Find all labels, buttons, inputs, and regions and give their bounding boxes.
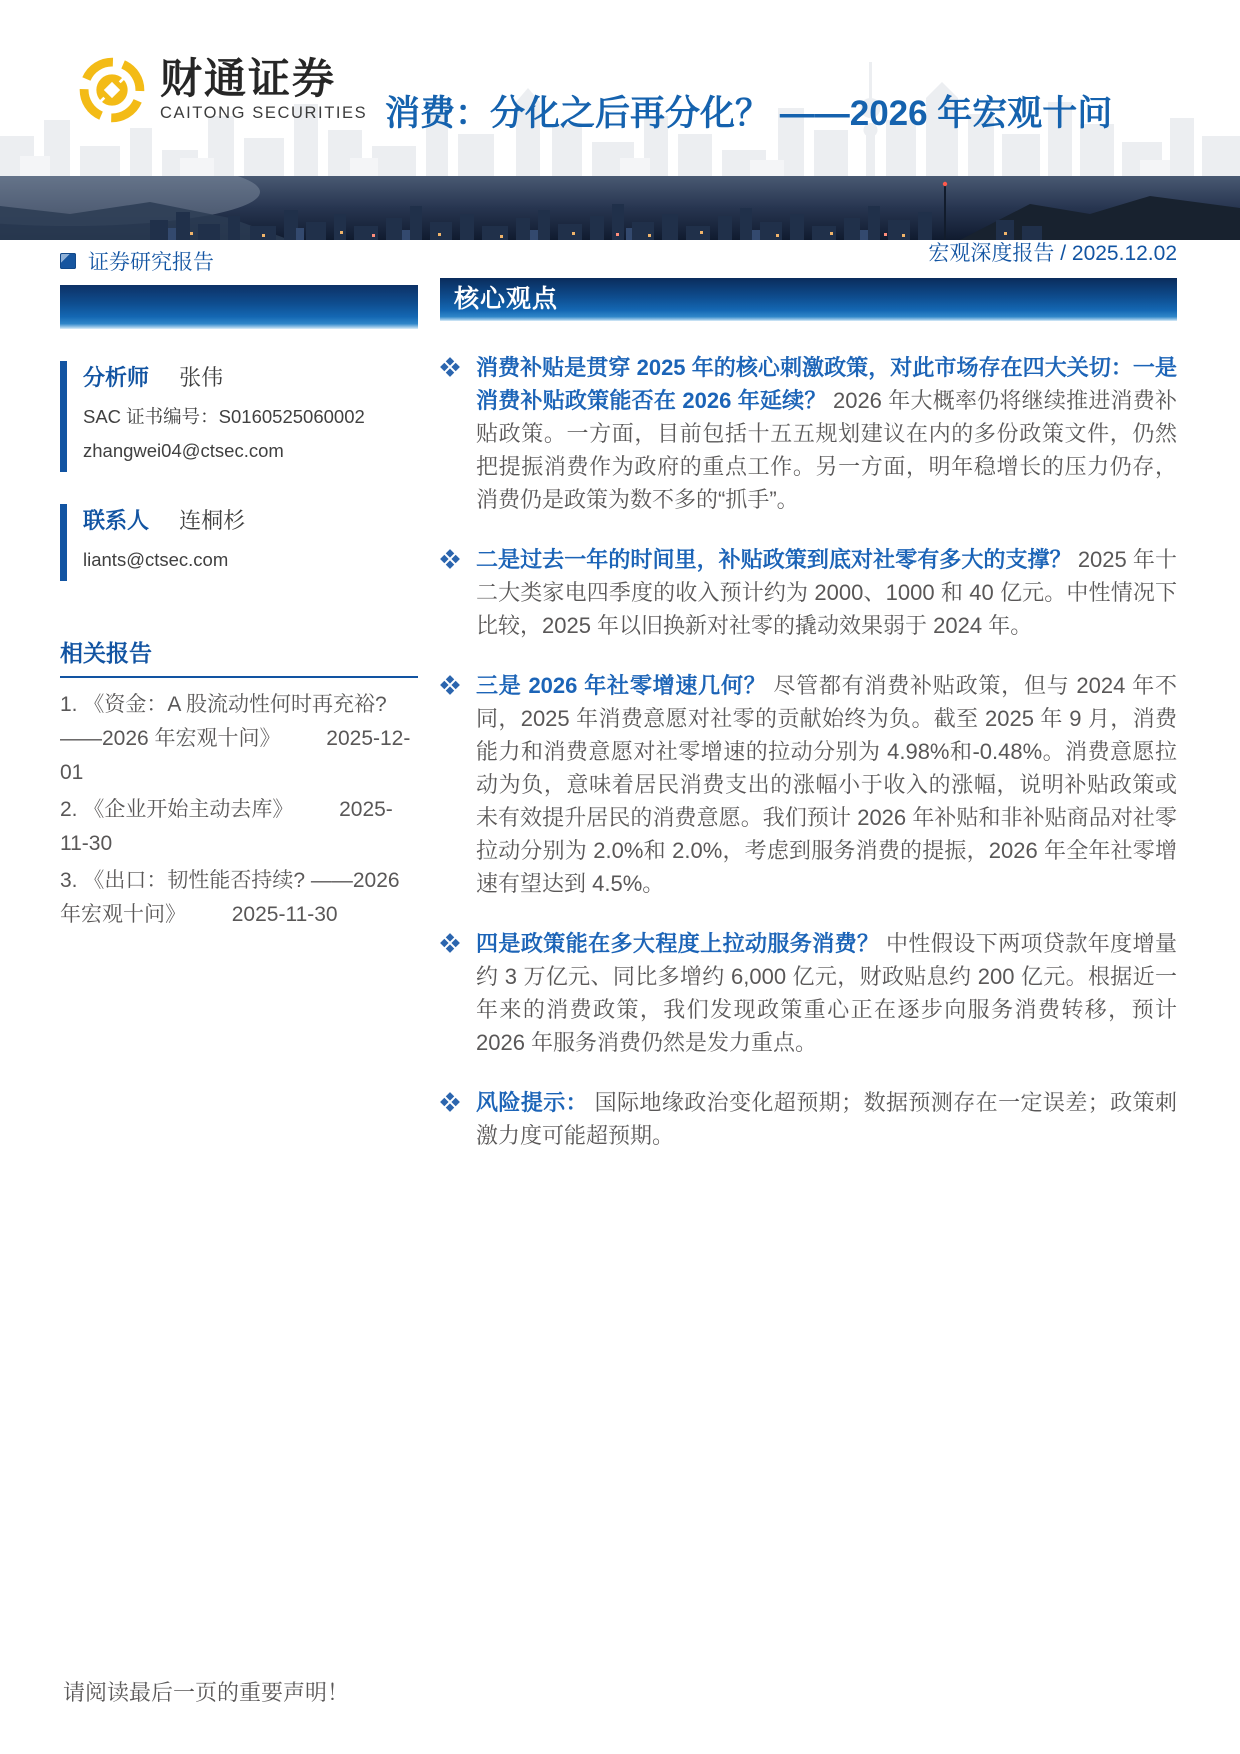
bullet-item <box>440 669 1177 900</box>
related-report-no: 2. <box>60 798 78 821</box>
bullet-item-risk <box>440 1086 1177 1152</box>
related-report-no: 1. <box>60 693 78 716</box>
analyst-name: 张伟 <box>179 365 224 390</box>
related-report-item <box>60 688 418 790</box>
bullet-body: 中性假设下两项贷款年度增量约 3 万亿元、同比多增约 6,000 亿元，财政贴息约 200 亿元。根据近一年来的消费政策，我们发现政策重心正在逐步向服务消费转移，预计 2026 年服务消费仍然是发力重点。 <box>476 931 1177 1055</box>
analyst-block <box>60 361 418 472</box>
diamond-bullet-icon <box>440 357 460 377</box>
caitong-emblem-icon <box>78 56 146 124</box>
report-date: 2025.12.02 <box>1071 242 1177 265</box>
related-report-title: 《出口：韧性能否持续? ——2026 年宏观十问》 <box>60 869 400 926</box>
bullet-lead: 消费补贴是贯穿 2025 年的核心刺激政策，对此市场存在四大关切：一是消费补贴政策能否在 2026 年延续？ <box>476 355 1177 413</box>
report-type-row <box>60 246 418 276</box>
bullet-item <box>440 351 1177 516</box>
footer-disclaimer: 请阅读最后一页的重要声明！ <box>63 1680 350 1705</box>
brand-logo-text <box>160 58 367 123</box>
related-report-title: 《资金：A 股流动性何时再充裕? ——2026 年宏观十问》 <box>60 693 387 750</box>
bullet-body: 尽管都有消费补贴政策，但与 2024 年不同，2025 年消费意愿对社零的贡献始终为负。截至 2025 年 9 月，消费能力和消费意愿对社零增速的拉动分别为 4.98%和-0.48%。消费意愿拉动为负，意味着居民消费支出的涨幅小于收入的涨幅，说明补贴政策或未有效提升居民的消费意愿。我们预计 2026 年补贴和非补贴商品对社零拉动分别为 2.0%和 2.0%，考虑到服务消费的提振，2026 年全年社零增速有望达到 4.5%。 <box>476 673 1177 896</box>
bullet-body: 国际地缘政治变化超预期；数据预测存在一定误差；政策刺激力度可能超预期。 <box>476 1090 1177 1148</box>
diamond-bullet-icon <box>440 549 460 569</box>
decorative-gradient-bar <box>60 285 418 329</box>
report-title: 消费：分化之后再分化？ ——2026 年宏观十问 <box>385 94 1113 133</box>
bullet-lead: 二是过去一年的时间里，补贴政策到底对社零有多大的支撑？ <box>476 547 1072 572</box>
related-report-date: 2025-12-01 <box>60 727 411 784</box>
report-type-label: 证券研究报告 <box>88 251 214 274</box>
related-reports-heading: 相关报告 <box>60 635 418 678</box>
report-meta-row <box>440 242 1177 266</box>
sidebar-column <box>60 246 418 935</box>
related-report-title: 《企业开始主动去库》 <box>83 798 294 821</box>
analyst-certificate: SAC 证书编号：S0160525060002 <box>83 406 365 427</box>
core-view-bullet-list <box>440 351 1177 1152</box>
analyst-role-label: 分析师 <box>83 365 150 390</box>
report-category: 宏观深度报告 <box>928 242 1055 265</box>
page-header <box>0 0 1240 176</box>
bullet-lead: 三是 2026 年社零增速几何？ <box>476 673 767 698</box>
bullet-lead: 四是政策能在多大程度上拉动服务消费？ <box>476 931 880 956</box>
cityscape-banner-image <box>0 176 1240 240</box>
meta-separator: / <box>1060 242 1067 265</box>
diamond-bullet-icon <box>440 675 460 695</box>
bullet-item <box>440 927 1177 1059</box>
bullet-body: 2026 年大概率仍将继续推进消费补贴政策。一方面，目前包括十五五规划建议在内的多份政策文件，仍然把提振消费作为政府的重点工作。另一方面，明年稳增长的压力仍存，消费仍是政策为数不多的“抓手”。 <box>476 388 1178 512</box>
contact-block <box>60 504 418 581</box>
core-view-header-bar <box>440 278 1177 321</box>
bullet-body: 2025 年十二大类家电四季度的收入预计约为 2000、1000 和 40 亿元。中性情况下比较，2025 年以旧换新对社零的撬动效果弱于 2024 年。 <box>476 547 1177 638</box>
related-report-date: 2025-11-30 <box>60 798 393 855</box>
related-report-no: 3. <box>60 869 78 892</box>
related-report-date: 2025-11-30 <box>231 903 338 926</box>
main-column <box>440 242 1177 1179</box>
core-view-heading: 核心观点 <box>454 285 559 313</box>
contact-role-label: 联系人 <box>83 508 150 533</box>
brand-name-en: CAITONG SECURITIES <box>160 103 368 122</box>
contact-name: 连桐杉 <box>179 508 246 533</box>
related-reports-list <box>60 688 418 932</box>
analyst-email: zhangwei04@ctsec.com <box>83 440 284 461</box>
contact-email: liants@ctsec.com <box>83 549 229 570</box>
related-reports-section <box>60 635 418 932</box>
related-report-item <box>60 793 418 861</box>
brand-name-cn: 财通证券 <box>160 56 337 103</box>
book-icon <box>60 253 76 269</box>
brand-logo <box>78 56 367 124</box>
bullet-lead: 风险提示： <box>476 1090 589 1115</box>
related-report-item <box>60 864 418 932</box>
diamond-bullet-icon <box>440 1092 460 1112</box>
bullet-item <box>440 543 1177 642</box>
diamond-bullet-icon <box>440 933 460 953</box>
